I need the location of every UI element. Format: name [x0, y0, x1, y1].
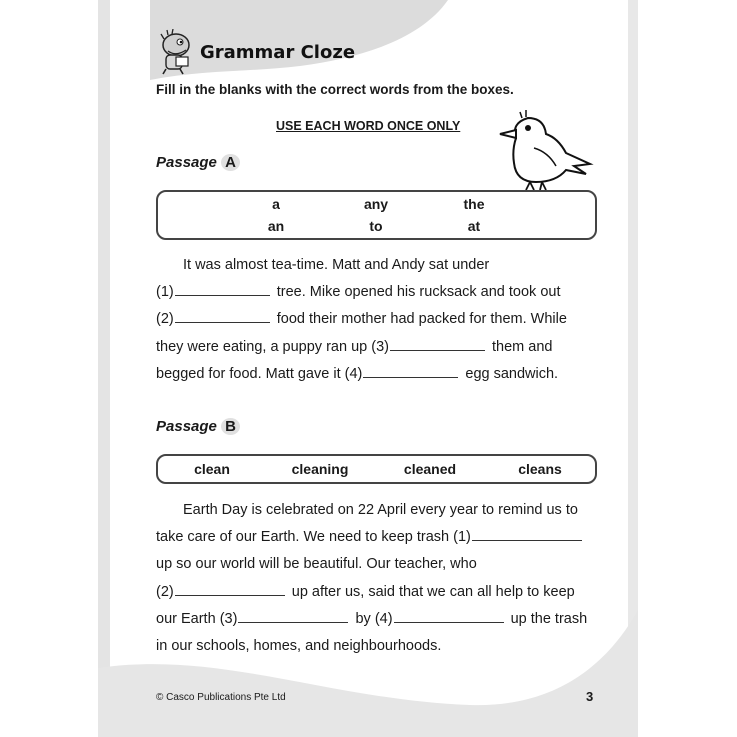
word-box-a	[156, 190, 597, 240]
word-option: the	[463, 196, 485, 212]
passage-a-text	[156, 252, 596, 388]
dinosaur-mascot-icon	[156, 29, 196, 75]
word-option: cleaning	[291, 461, 349, 477]
answer-blank-3[interactable]	[390, 336, 485, 351]
passage-b-label: Passage B	[156, 418, 240, 435]
word-box-b	[156, 454, 597, 484]
passage-line: in our schools, homes, and neighbourhoods.	[156, 638, 442, 655]
passage-b-letter: B	[221, 418, 240, 435]
word-option: to	[369, 218, 383, 234]
answer-blank-b1[interactable]	[472, 526, 582, 541]
word-option: cleaned	[403, 461, 457, 477]
answer-blank-1[interactable]	[175, 281, 270, 296]
passage-line: (2) up after us, said that we can all help to keep	[156, 579, 596, 606]
passage-line: they were eating, a puppy ran up (3) them and	[156, 334, 596, 361]
passage-line: Earth Day is celebrated on 22 April every year to remind us to	[183, 502, 578, 518]
copyright: © Casco Publications Pte Ltd	[156, 692, 286, 703]
passage-line: begged for food. Matt gave it (4) egg sandwich.	[156, 361, 596, 388]
passage-line: (2) food their mother had packed for them. While	[156, 306, 596, 333]
passage-a-label: Passage A	[156, 154, 240, 171]
page-title: Grammar Cloze	[200, 41, 356, 63]
answer-blank-2[interactable]	[175, 308, 270, 323]
passage-line: (1) tree. Mike opened his rucksack and took out	[156, 279, 596, 306]
page-number: 3	[586, 689, 594, 704]
answer-blank-b3[interactable]	[238, 608, 348, 623]
use-once-note: USE EACH WORD ONCE ONLY	[276, 119, 461, 133]
instructions: Fill in the blanks with the correct words from the boxes.	[156, 82, 514, 97]
passage-b-text	[156, 497, 596, 660]
answer-blank-4[interactable]	[363, 363, 458, 378]
word-option: an	[267, 218, 285, 234]
passage-a-letter: A	[221, 154, 240, 171]
worksheet-header	[156, 28, 355, 76]
word-option: any	[363, 196, 389, 212]
word-option: a	[272, 196, 280, 212]
word-option: clean	[194, 461, 230, 477]
crow-illustration	[486, 108, 594, 192]
word-option: cleans	[518, 461, 562, 477]
passage-line: our Earth (3) by (4) up the trash	[156, 606, 596, 633]
passage-line: It was almost tea-time. Matt and Andy sat under	[183, 257, 490, 273]
answer-blank-b2[interactable]	[175, 581, 285, 596]
passage-line: up so our world will be beautiful. Our teacher, who	[156, 556, 477, 573]
answer-blank-b4[interactable]	[394, 608, 504, 623]
passage-line: take care of our Earth. We need to keep trash (1)	[156, 524, 596, 551]
word-option: at	[467, 218, 481, 234]
